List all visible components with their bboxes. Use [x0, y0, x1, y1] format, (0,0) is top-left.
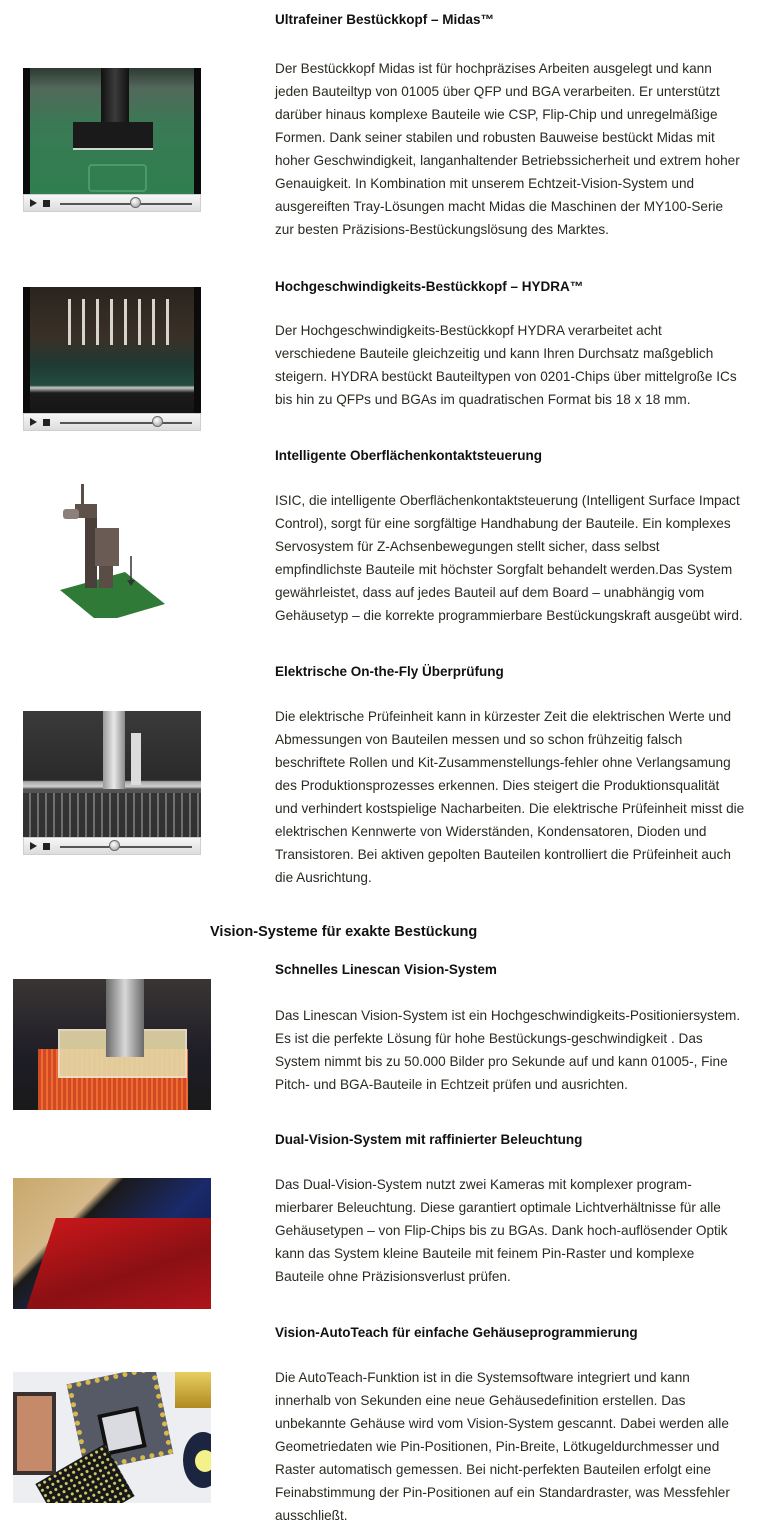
video-frame[interactable] — [23, 287, 201, 413]
seek-handle[interactable] — [109, 840, 120, 851]
seek-handle[interactable] — [130, 197, 141, 208]
section-title: Ultrafeiner Bestückkopf – Midas™ — [275, 12, 495, 27]
section-body: Die AutoTeach-Funktion ist in die Systemsoftware integriert und kann innerhalb von Sekunden eine neue Gehäusedefinition erstellen. Das unbekannte Gehäuse wird vom Vision-System gescannt. Dabei werden alle Geometriedaten wie Pin-Positionen, Pin-Breite, Lötkugeldurchmesser und Raster automatisch gemessen. Bei nicht-perfekten Bauteilen erfolgt eine Feinabstimmung der Pin-Positionen auf ein Standardraster, was Messfehler ausschließt. — [275, 1370, 730, 1523]
placement-head-illustration — [55, 478, 170, 618]
dual-vision-lighting-photo — [13, 1178, 211, 1309]
play-icon[interactable] — [30, 199, 37, 207]
section-body: Die elektrische Prüfeinheit kann in kürzester Zeit die elektrischen Werte und Abmessungen von Bauteilen messen und so schon frühzeitig falsch beschriftete Rollen und Kit-Zusammenstellungs-fehler ohne Verlangsamung des Produktionsprozesses erkennen. Dies steigert die Produktionsqualität und verhindert kostspielige Nacharbeiten. Die elektrische Prüfeinheit misst die elektrischen Kennwerte von Widerständen, Kondensatoren, Dioden und Transistoren. Bei aktiven gepolten Bauteilen kontrolliert die Prüfeinheit auch die Ausrichtung. — [275, 709, 745, 885]
video-frame[interactable] — [23, 711, 201, 837]
video-controls — [23, 413, 201, 431]
section-title: Vision-AutoTeach für einfache Gehäuseprogrammierung — [275, 1325, 638, 1340]
section-body: Das Dual-Vision-System nutzt zwei Kameras mit komplexer program-mierbarer Beleuchtung. Diese garantiert optimale Lichtverhältnisse für alle Gehäusetypen – von Flip-Chips bis zu BGAs. Dank hoch-auflösender Optik kann das System kleine Bauteile mit feinem Pin-Raster und komplexe Bauteile ohne Präzisionsverlust prüfen. — [275, 1177, 728, 1284]
video-controls — [23, 837, 201, 855]
stop-icon[interactable] — [43, 843, 50, 850]
seek-bar[interactable] — [60, 846, 192, 848]
ic-packages-photo — [13, 1372, 211, 1503]
stop-icon[interactable] — [43, 419, 50, 426]
play-icon[interactable] — [30, 842, 37, 850]
video-controls — [23, 194, 201, 212]
section-body: Der Hochgeschwindigkeits-Bestückkopf HYDRA verarbeitet acht verschiedene Bauteile gleichzeitig und kann Ihren Durchsatz maßgeblich steigern. HYDRA bestückt Bauteiltypen von 0201-Chips über mittelgroße ICs bis hin zu QFPs und BGAs im quadratischen Format bis 18 x 18 mm. — [275, 323, 737, 407]
video-frame[interactable] — [23, 68, 201, 194]
seek-bar[interactable] — [60, 422, 192, 424]
seek-handle[interactable] — [152, 416, 163, 427]
section-body: Der Bestückkopf Midas ist für hochpräzises Arbeiten ausgelegt und kann jeden Bauteiltyp von 01005 über QFP und BGA verarbeiten. Er unterstützt darüber hinaus komplexe Bauteile wie CSP, Flip-Chip und unregelmäßige Formen. Dank seiner stabilen und robusten Bauweise bestückt Midas mit hoher Geschwindigkeit, langanhaltender Betriebssicherheit und extrem hoher Genauigkeit. In Kombination mit unserem Echtzeit-Vision-System und ausgereiften Tray-Lösungen macht Midas die Maschinen der MY100-Serie zur besten Präzisions-Bestückungslösung des Marktes. — [275, 61, 740, 237]
section-title: Intelligente Oberflächenkontaktsteuerung — [275, 448, 543, 463]
section-title: Dual-Vision-System mit raffinierter Beleuchtung — [275, 1132, 583, 1147]
video-player-midas[interactable] — [23, 68, 201, 214]
section-title: Elektrische On-the-Fly Überprüfung — [275, 664, 504, 679]
linescan-camera-photo — [13, 979, 211, 1110]
play-icon[interactable] — [30, 418, 37, 426]
section-title: Schnelles Linescan Vision-System — [275, 962, 497, 977]
video-player-hydra[interactable] — [23, 287, 201, 433]
seek-bar[interactable] — [60, 203, 192, 205]
stop-icon[interactable] — [43, 200, 50, 207]
vision-systems-heading: Vision-Systeme für exakte Bestückung — [210, 924, 478, 940]
video-player-electrical[interactable] — [23, 711, 201, 857]
section-title: Hochgeschwindigkeits-Bestückkopf – HYDRA™ — [275, 279, 584, 294]
section-body: ISIC, die intelligente Oberflächenkontaktsteuerung (Intelligent Surface Impact Control), sorgt für eine sorgfältige Handhabung der Bauteile. Ein komplexes Servosystem für Z-Achsenbewegungen stellt sicher, dass selbst empfindlichste Bauteile mit höchster Sorgfalt behandelt werden.Das System gewährleistet, dass auf jedes Bauteil auf dem Board – unabhängig vom Gehäusetyp – die korrekte programmierbare Bestückungskraft ausgeübt wird. — [275, 493, 743, 623]
section-body: Das Linescan Vision-System ist ein Hochgeschwindigkeits-Positioniersystem. Es ist die perfekte Lösung für hohe Bestückungs-geschwindigkeit . Das System nimmt bis zu 50.000 Bilder pro Sekunde auf und kann 01005-, Fine Pitch- und BGA-Bauteile in Echtzeit prüfen und ausrichten. — [275, 1008, 741, 1092]
